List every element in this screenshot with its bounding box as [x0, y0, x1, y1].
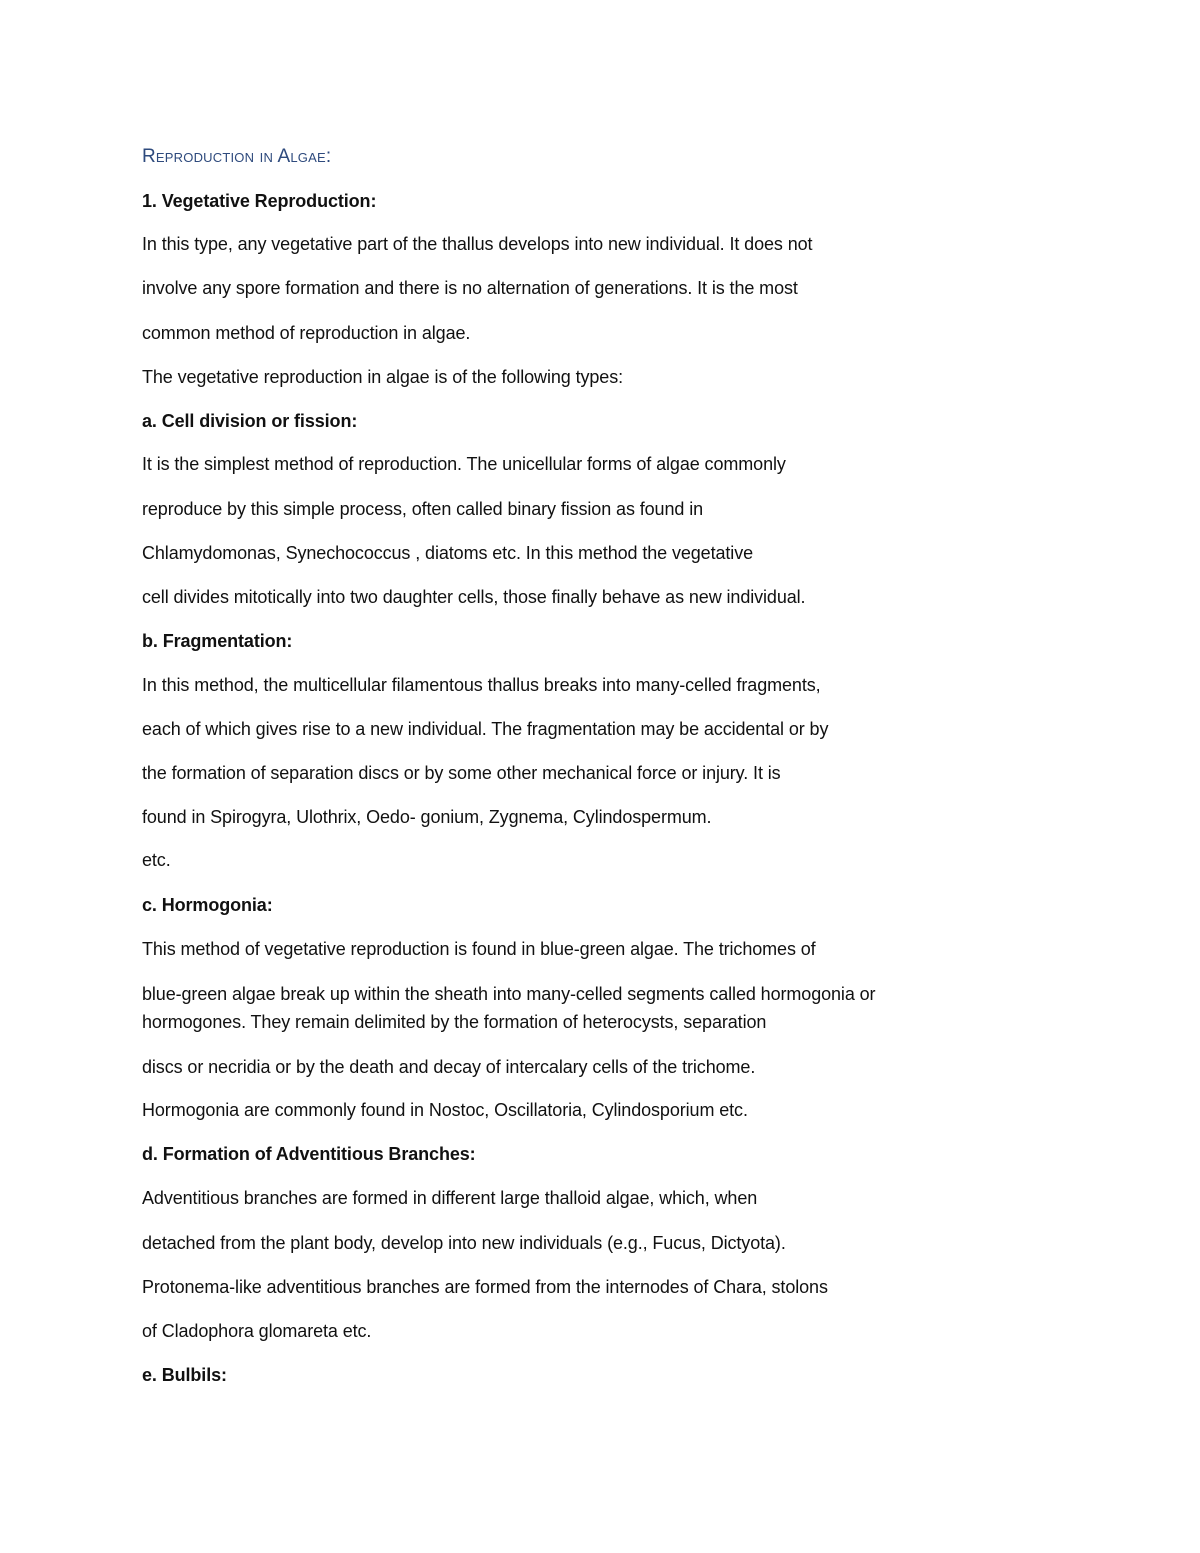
- paragraph-line: each of which gives rise to a new individual. The fragmentation may be accidental or by: [142, 719, 829, 739]
- paragraph-line: detached from the plant body, develop into new individuals (e.g., Fucus, Dictyota).: [142, 1233, 786, 1253]
- paragraph-line: This method of vegetative reproduction is found in blue-green algae. The trichomes of: [142, 939, 816, 959]
- paragraph-line: the formation of separation discs or by some other mechanical force or injury. It is: [142, 763, 781, 783]
- paragraph-line: It is the simplest method of reproduction. The unicellular forms of algae commonly: [142, 454, 786, 474]
- section-title: Reproduction in Algae:: [142, 146, 332, 167]
- paragraph-line: reproduce by this simple process, often called binary fission as found in: [142, 499, 704, 519]
- subheading-bulbils: e. Bulbils:: [142, 1365, 227, 1385]
- paragraph-line: common method of reproduction in algae.: [142, 323, 471, 343]
- paragraph-line: found in Spirogyra, Ulothrix, Oedo- gonium, Zygnema, Cylindospermum.: [142, 807, 712, 827]
- paragraph-line: etc.: [142, 850, 171, 870]
- paragraph-line: of Cladophora glomareta etc.: [142, 1321, 372, 1341]
- paragraph-line: involve any spore formation and there is no alternation of generations. It is the most: [142, 278, 798, 298]
- paragraph-line: Chlamydomonas, Synechococcus , diatoms etc. In this method the vegetative: [142, 543, 754, 563]
- subheading-cell-division: a. Cell division or fission:: [142, 411, 358, 431]
- paragraph-line: hormogones. They remain delimited by the formation of heterocysts, separation: [142, 1012, 767, 1032]
- subheading-fragmentation: b. Fragmentation:: [142, 631, 293, 651]
- subheading-vegetative-reproduction: 1. Vegetative Reproduction:: [142, 191, 377, 211]
- paragraph-line: Hormogonia are commonly found in Nostoc, Oscillatoria, Cylindosporium etc.: [142, 1100, 748, 1120]
- paragraph-line: cell divides mitotically into two daughter cells, those finally behave as new individual.: [142, 587, 806, 607]
- paragraph-line: Adventitious branches are formed in different large thalloid algae, which, when: [142, 1188, 758, 1208]
- subheading-hormogonia: c. Hormogonia:: [142, 895, 273, 915]
- subheading-adventitious-branches: d. Formation of Adventitious Branches:: [142, 1144, 476, 1164]
- paragraph-line: blue-green algae break up within the sheath into many-celled segments called hormogonia or: [142, 984, 876, 1004]
- paragraph-line: In this method, the multicellular filamentous thallus breaks into many-celled fragments,: [142, 675, 821, 695]
- paragraph-line: The vegetative reproduction in algae is of the following types:: [142, 367, 623, 387]
- paragraph-line: In this type, any vegetative part of the thallus develops into new individual. It does not: [142, 234, 813, 254]
- paragraph-line: Protonema-like adventitious branches are formed from the internodes of Chara, stolons: [142, 1277, 828, 1297]
- paragraph-line: discs or necridia or by the death and decay of intercalary cells of the trichome.: [142, 1057, 756, 1077]
